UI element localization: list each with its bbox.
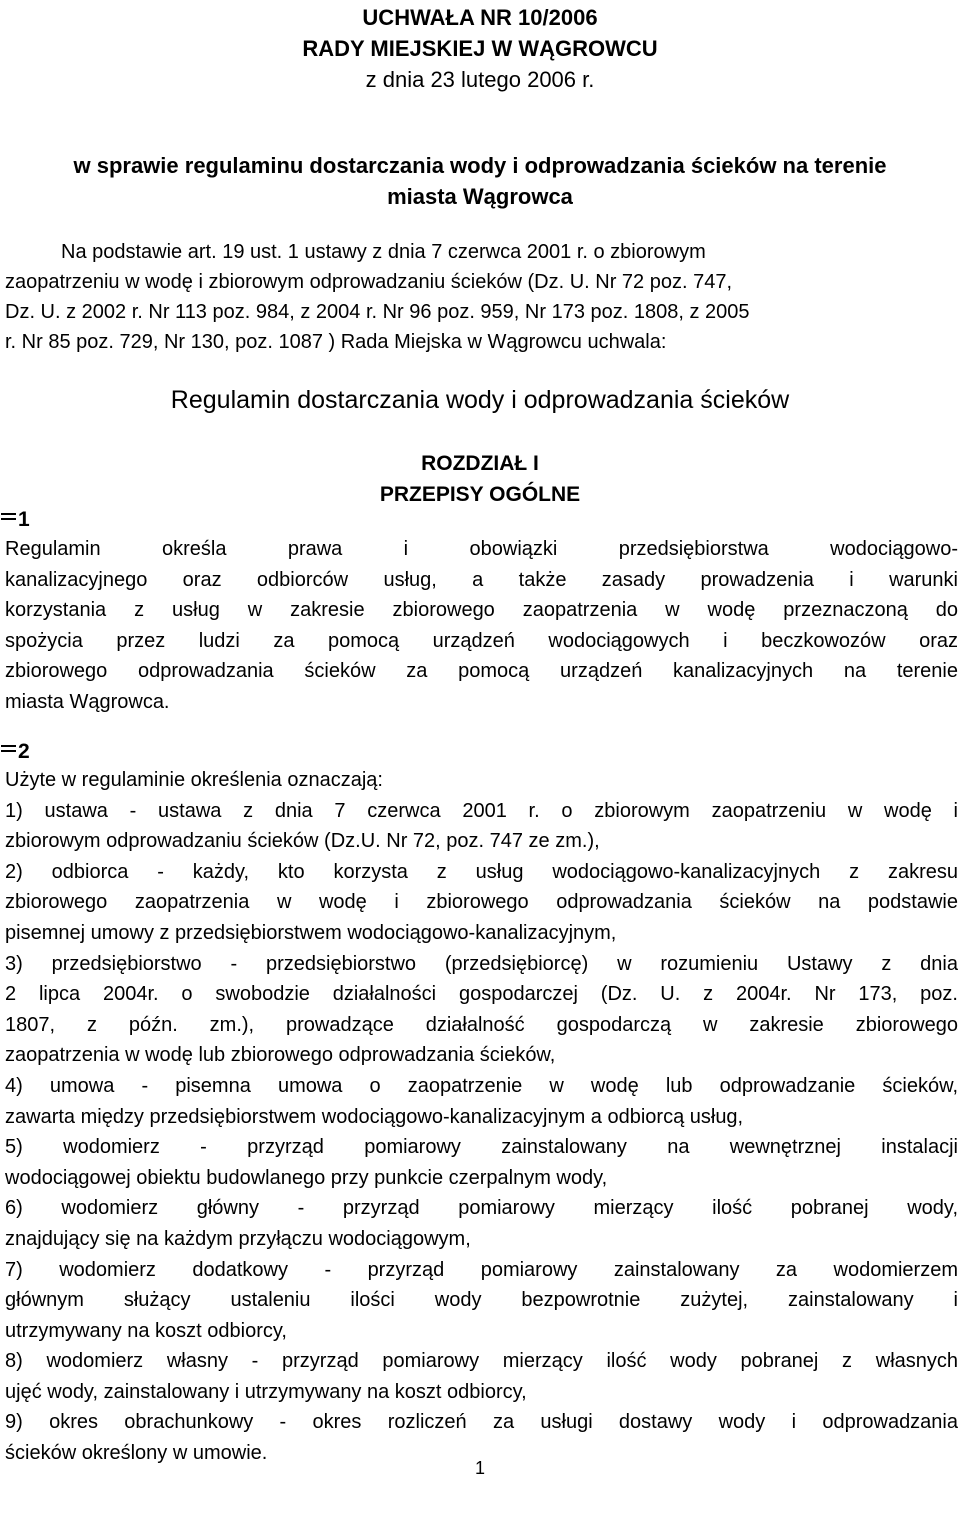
definition-line: wodociągowej obiektu budowlanego przy punkcie czerpalnym wody, xyxy=(5,1166,608,1189)
legal-basis-line: zaopatrzeniu w wodę i zbiorowym odprowadzaniu ścieków (Dz. U. Nr 72 poz. 747, xyxy=(5,271,733,293)
legal-basis xyxy=(5,237,955,357)
definition-line: zbiorowego zaopatrzenia w wodę i zbiorowego odprowadzania ścieków na podstawie xyxy=(5,891,958,914)
paragraph-2-heading xyxy=(0,738,30,766)
resolution-header xyxy=(0,2,960,95)
paragraph-line: korzystania z usług w zakresie zbiorowego zaopatrzenia w wodę przeznaczoną do xyxy=(5,599,958,622)
paragraph-2-number: 2 xyxy=(18,740,30,763)
definition-line: 7) wodomierz dodatkowy - przyrząd pomiarowy zainstalowany za wodomierzem xyxy=(5,1258,958,1281)
definition-line: 6) wodomierz główny - przyrząd pomiarowy mierzący ilość pobranej wody, xyxy=(5,1197,958,1220)
definition-line: ścieków określony w umowie. xyxy=(5,1442,268,1465)
paragraph-line: miasta Wągrowca. xyxy=(5,690,170,713)
definition-line: 2 lipca 2004r. o swobodzie działalności gospodarczej (Dz. U. z 2004r. Nr 173, poz. xyxy=(5,983,958,1006)
subject-line-2: miasta Wągrowca xyxy=(387,184,573,209)
section-sign-icon xyxy=(0,511,17,525)
definition-line: głównym służący ustaleniu ilości wody bezpowrotnie zużytej, zainstalowany i xyxy=(5,1289,958,1312)
paragraph-2-body xyxy=(5,765,958,1469)
chapter-title: PRZEPISY OGÓLNE xyxy=(379,483,581,506)
council-name: RADY MIEJSKIEJ W WĄGROWCU xyxy=(302,36,658,61)
paragraph-line: zbiorowego odprowadzania ścieków za pomocą urządzeń kanalizacyjnych na terenie xyxy=(5,660,958,683)
definition-line: 8) wodomierz własny - przyrząd pomiarowy mierzący ilość wody pobranej z własnych xyxy=(5,1350,958,1373)
paragraph-line: kanalizacyjnego oraz odbiorców usług, a także zasady prowadzenia i warunki xyxy=(5,568,958,591)
definition-line: 2) odbiorca - każdy, kto korzysta z usług wodociągowo-kanalizacyjnych z zakresu xyxy=(5,860,958,883)
page-number: 1 xyxy=(474,1458,485,1478)
definition-line: zaopatrzenia w wodę lub zbiorowego odprowadzania ścieków, xyxy=(5,1044,556,1067)
definition-line: utrzymywany na koszt odbiorcy, xyxy=(5,1319,287,1342)
paragraph-line: Regulamin określa prawa i obowiązki przedsiębiorstwa wodociągowo- xyxy=(5,538,958,560)
legal-basis-line: r. Nr 85 poz. 729, Nr 130, poz. 1087 ) Rada Miejska w Wągrowcu uchwala: xyxy=(5,331,667,353)
resolution-subject xyxy=(0,150,960,212)
paragraph-1-body xyxy=(5,534,958,718)
definition-line: 9) okres obrachunkowy - okres rozliczeń za usługi dostawy wody i odprowadzania xyxy=(5,1411,958,1434)
definition-line: pisemnej umowy z przedsiębiorstwem wodociągowo-kanalizacyjnym, xyxy=(5,921,617,944)
legal-basis-line: Dz. U. z 2002 r. Nr 113 poz. 984, z 2004 r. Nr 96 poz. 959, Nr 173 poz. 1808, z 2005 xyxy=(5,301,750,323)
definition-line: 1) ustawa - ustawa z dnia 7 czerwca 2001 r. o zbiorowym zaopatrzeniu w wodę i xyxy=(5,799,958,822)
resolution-date: z dnia 23 lutego 2006 r. xyxy=(365,67,595,92)
chapter-number: ROZDZIAŁ I xyxy=(421,452,539,475)
definition-line: zawarta między przedsiębiorstwem wodociągowo-kanalizacyjnym a odbiorcą usług, xyxy=(5,1105,744,1128)
definitions-intro: Użyte w regulaminie określenia oznaczają: xyxy=(5,769,383,791)
definition-line: 3) przedsiębiorstwo - przedsiębiorstwo (przedsiębiorcę) w rozumieniu Ustawy z dnia xyxy=(5,952,958,975)
regulation-title: Regulamin dostarczania wody i odprowadzania ścieków xyxy=(170,386,790,414)
definition-line: 5) wodomierz - przyrząd pomiarowy zainstalowany na wewnętrznej instalacji xyxy=(5,1136,958,1159)
definition-line: 4) umowa - pisemna umowa o zaopatrzenie w wodę lub odprowadzanie ścieków, xyxy=(5,1074,958,1097)
definition-line: ujęć wody, zainstalowany i utrzymywany na koszt odbiorcy, xyxy=(5,1380,527,1403)
legal-basis-line: Na podstawie art. 19 ust. 1 ustawy z dnia 7 czerwca 2001 r. o zbiorowym xyxy=(61,241,706,263)
paragraph-1-heading xyxy=(0,506,30,534)
definition-line: znajdujący się na każdym przyłączu wodociągowym, xyxy=(5,1227,471,1250)
paragraph-line: spożycia przez ludzi za pomocą urządzeń wodociągowych i beczkowozów oraz xyxy=(5,629,958,652)
paragraph-1-number: 1 xyxy=(18,508,30,531)
definition-line: 1807, z późn. zm.), prowadzące działalność gospodarczą w zakresie zbiorowego xyxy=(5,1013,958,1036)
chapter-heading xyxy=(0,448,960,510)
resolution-number: UCHWAŁA NR 10/2006 xyxy=(362,5,598,30)
section-sign-icon xyxy=(0,743,17,757)
definition-line: zbiorowym odprowadzaniu ścieków (Dz.U. Nr 72, poz. 747 ze zm.), xyxy=(5,830,600,853)
subject-line-1: w sprawie regulaminu dostarczania wody i odprowadzania ścieków na terenie xyxy=(73,153,887,178)
